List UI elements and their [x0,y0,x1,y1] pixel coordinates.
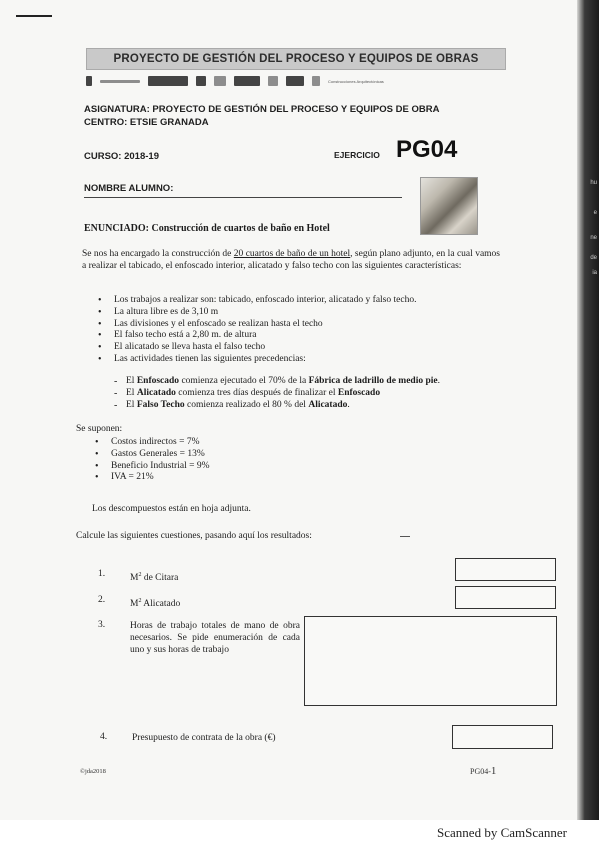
scanner-watermark: Scanned by CamScanner [437,825,567,840]
list-item: • Beneficio Industrial = 9% [95,461,495,473]
descompuestos-note: Los descompuestos están en hoja adjunta. [92,504,251,514]
logo-strip [86,73,506,89]
name-underline [84,197,402,198]
precedence-list [112,376,472,411]
enunciado-title: ENUNCIADO: Construcción de cuartos de baño en Hotel [84,223,330,234]
question-number: 4. [100,732,108,742]
crane-icon [196,76,206,86]
characteristics-list [98,295,498,366]
truck-icon [286,76,304,86]
question-number: 3. [98,620,106,630]
university-logo-text [100,80,140,83]
curso: CURSO: 2018-19 [84,151,159,162]
assumptions-list [95,437,495,484]
edge-mark: ne [590,235,597,241]
copyright-footer: ©jda2018 [80,768,106,775]
edge-mark: ia [592,270,597,276]
answer-box-presupuesto[interactable] [452,725,553,749]
question-number: 1. [98,569,106,579]
question-text: $M^2$ de Citara [130,572,179,584]
building-icon [214,76,226,86]
answer-box-alicatado[interactable] [455,586,556,609]
edge-mark: de [590,255,597,261]
list-item: • El falso techo está a 2,80 m. de altura [98,330,498,342]
logo-caption: Construcciones Arquitectónicas [328,78,384,84]
document-header: PROYECTO DE GESTIÓN DEL PROCESO Y EQUIPOS DE OBRAS [86,48,506,70]
underlined-phrase: 20 cuartos de baño de un hotel [233,249,351,259]
list-item: - El Alicatado comienza tres días después de finalizar el Enfoscado [112,388,472,400]
question-text: Presupuesto de contrata de la obra (€) [132,733,276,743]
list-item: • La altura libre es de 3,10 m [98,307,498,319]
list-item: • El alicatado se lleva hasta el falso techo [98,342,498,354]
intro-paragraph: Se nos ha encargado la construcción de 20 cuartos de baño de un hotel, según plano adjunto, en la cual vamos a realizar el tabicado, el enfoscado interior, alicatado y falso techo con las siguientes características: [82,249,500,271]
etsie-logo [148,76,188,86]
adjacent-page-edge [577,0,599,820]
answer-box-horas[interactable] [304,616,557,706]
list-item: • Costos indirectos = 7% [95,437,495,449]
list-item: • Las divisiones y el enfoscado se realizan hasta el techo [98,319,498,331]
question-number: 2. [98,595,106,605]
question-text: $M^2$ Alicatado [130,598,181,610]
list-item: • IVA = 21% [95,472,495,484]
list-item: • Los trabajos a realizar son: tabicado, enfoscado interior, alicatado y falso techo. [98,295,498,307]
exercise-code: PG04 [396,136,458,163]
list-item: - El Enfoscado comienza ejecutado el 70% de la Fábrica de ladrillo de medio pie. [112,376,472,388]
bathroom-work-photo [420,177,478,235]
suponen-label: Se suponen: [76,424,123,434]
list-item: • Gastos Generales = 13% [95,449,495,461]
calcule-instruction: Calcule las siguientes cuestiones, pasando aquí los resultados: [76,531,312,541]
list-item: - El Falso Techo comienza realizado el 80 % del Alicatado. [112,400,472,412]
worker-icon [268,76,278,86]
pen-mark [400,536,410,537]
edge-mark: hu [590,180,597,186]
machinery-icon [234,76,260,86]
centro: CENTRO: ETSIE GRANADA [84,117,209,128]
answer-box-citara[interactable] [455,558,556,581]
question-text: Horas de trabajo totales de mano de obra necesarios. Se pide enumeración de cada uno y sus horas de trabajo [130,621,300,655]
list-item: • Las actividades tienen las siguientes precedencias: [98,354,498,366]
corner-mark [16,15,52,17]
ejercicio-label: EJERCICIO [334,150,380,160]
page-number: PG04-1 [470,765,497,777]
university-logo [86,76,92,86]
asignatura: ASIGNATURA: PROYECTO DE GESTIÓN DEL PROCESO Y EQUIPOS DE OBRA [84,104,440,115]
edge-mark: e [593,210,597,216]
nombre-alumno-label: NOMBRE ALUMNO: [84,183,174,194]
tool-icon [312,76,320,86]
